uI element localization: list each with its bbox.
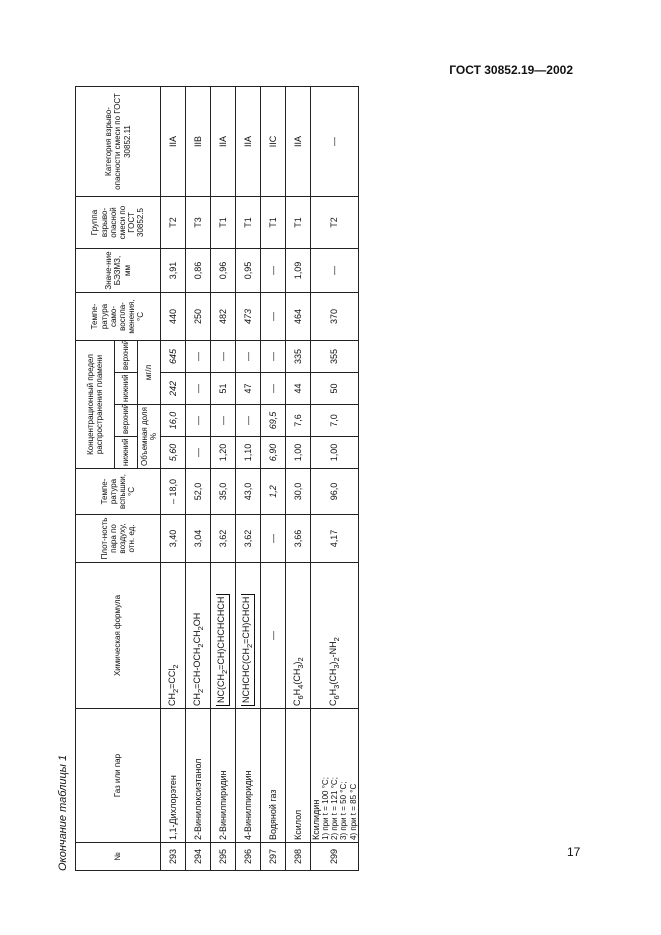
cell-gas: Ксилол	[286, 709, 311, 843]
cell-density: 4,17	[311, 515, 359, 563]
cell-vol-low: —	[186, 437, 211, 469]
cell-autoign: 370	[311, 293, 359, 341]
cell-flash: 35,0	[211, 469, 236, 515]
cell-tgroup: Т1	[211, 197, 236, 249]
header-vol-unit: Объемная доля %	[138, 405, 161, 469]
cell-vol-low: 1,00	[311, 437, 359, 469]
cell-mass-high: —	[261, 341, 286, 373]
gas-properties-table	[75, 86, 359, 871]
cell-vol-high: 7,6	[286, 405, 311, 437]
cell-vol-low: 1,10	[236, 437, 261, 469]
cell-mass-high: 335	[286, 341, 311, 373]
cell-tgroup: Т1	[286, 197, 311, 249]
cell-formula: $CH_2=CCl_2$	[161, 563, 186, 709]
cell-density: 3,62	[211, 515, 236, 563]
cell-gas: 4-Винилпиридин	[236, 709, 261, 843]
cell-gas: 2-Винилпиридин	[211, 709, 236, 843]
cell-category: —	[311, 87, 359, 197]
gas-name: Ксилидин	[311, 799, 321, 840]
cell-mass-low: 51	[211, 373, 236, 405]
cell-formula: $C_6H_3(CH_3)_2-NH_2$	[311, 563, 359, 709]
standard-header: ГОСТ 30852.19—2002	[449, 63, 573, 77]
cell-beszm: 1,09	[286, 249, 311, 293]
cell-mass-low: 44	[286, 373, 311, 405]
cell-num: 294	[186, 843, 211, 871]
cell-tgroup: Т1	[261, 197, 286, 249]
cell-category: IIC	[261, 87, 286, 197]
cell-mass-high: —	[236, 341, 261, 373]
cell-vol-high: —	[186, 405, 211, 437]
cell-formula: $CH_2=CH-OCH_2CH_2OH$	[186, 563, 211, 709]
page-number: 17	[567, 845, 581, 859]
header-vol-upper: верхний	[115, 405, 138, 437]
cell-category: IIA	[236, 87, 261, 197]
header-category: Категория взрыво-опасности смеси по ГОСТ 30852.11	[76, 87, 161, 197]
cell-gas	[311, 709, 359, 843]
header-num: №	[76, 843, 161, 871]
cell-vol-high: —	[211, 405, 236, 437]
cell-mass-high: 355	[311, 341, 359, 373]
header-vol-lower: нижний	[115, 437, 138, 469]
header-autoign: Темпе-ратура само-воспла-менения, °С	[76, 293, 161, 341]
gas-note: 1) при t = 100 °C;	[321, 777, 330, 840]
cell-beszm: 3,91	[161, 249, 186, 293]
cell-autoign: 440	[161, 293, 186, 341]
cell-mass-low: 50	[311, 373, 359, 405]
header-beszm: Значе-ние БЭЗМЗ, мм	[76, 249, 161, 293]
cell-gas: 2-Винилоксиэтанол	[186, 709, 211, 843]
header-mass-lower: нижний	[115, 373, 138, 405]
cell-flash: 52,0	[186, 469, 211, 515]
cell-formula: —	[261, 563, 286, 709]
cell-tgroup: Т3	[186, 197, 211, 249]
header-mass-unit: мг/л	[138, 341, 161, 405]
cell-beszm: 0,86	[186, 249, 211, 293]
cell-flash: – 18,0	[161, 469, 186, 515]
table-row	[211, 87, 236, 871]
cell-mass-low: 47	[236, 373, 261, 405]
cell-gas: Водяной газ	[261, 709, 286, 843]
cell-num: 299	[311, 843, 359, 871]
cell-mass-low: 242	[161, 373, 186, 405]
cell-autoign: 473	[236, 293, 261, 341]
cell-density: 3,40	[161, 515, 186, 563]
table-row	[286, 87, 311, 871]
cell-gas: 1,1-Дихлорэтен	[161, 709, 186, 843]
header-density: Плот-ность пара по воздуху, отн. ед.	[76, 515, 161, 563]
cell-tgroup: Т2	[311, 197, 359, 249]
cell-vol-high: —	[236, 405, 261, 437]
cell-mass-high: —	[186, 341, 211, 373]
table-row	[186, 87, 211, 871]
cell-num: 296	[236, 843, 261, 871]
table-row	[311, 87, 359, 871]
cell-category: IIA	[161, 87, 186, 197]
cell-beszm: 0,95	[236, 249, 261, 293]
cell-autoign: 482	[211, 293, 236, 341]
cell-category: IIB	[186, 87, 211, 197]
cell-vol-high: 69,5	[261, 405, 286, 437]
cell-formula: $NCHCHC(CH_2=CH)CHCH$	[236, 563, 261, 709]
header-tgroup: Группа взрыво-опасной смеси по ГОСТ 30852.5	[76, 197, 161, 249]
cell-autoign: 464	[286, 293, 311, 341]
gas-note: 4) при t = 85 °C	[348, 783, 358, 840]
header-flash: Темпе-ратура вспышки, °С	[76, 469, 161, 515]
cell-mass-high: —	[211, 341, 236, 373]
cell-flash: 1,2	[261, 469, 286, 515]
cell-vol-high: 16,0	[161, 405, 186, 437]
cell-mass-low: —	[186, 373, 211, 405]
cell-tgroup: Т1	[236, 197, 261, 249]
header-formula: Химическая формула	[76, 563, 161, 709]
gas-note: 3) при t = 50 °C;	[339, 781, 349, 840]
cell-autoign: 250	[186, 293, 211, 341]
gas-note: 2) при t = 121 °C;	[330, 777, 340, 840]
cell-flash: 30,0	[286, 469, 311, 515]
header-conc-group: Концентрационный предел распространения пламени	[76, 341, 115, 469]
cell-formula: $NC(CH_2=CH)CHCHCHCH$	[211, 563, 236, 709]
cell-category: IIA	[286, 87, 311, 197]
table-row	[161, 87, 186, 871]
cell-density: 3,66	[286, 515, 311, 563]
header-mass-upper: верхний	[115, 341, 138, 373]
cell-beszm: —	[311, 249, 359, 293]
cell-mass-high: 645	[161, 341, 186, 373]
cell-beszm: —	[261, 249, 286, 293]
table-row	[236, 87, 261, 871]
cell-num: 297	[261, 843, 286, 871]
cell-vol-low: 5,60	[161, 437, 186, 469]
cell-num: 298	[286, 843, 311, 871]
cell-tgroup: Т2	[161, 197, 186, 249]
header-gas: Газ или пар	[76, 709, 161, 843]
cell-vol-low: 6,90	[261, 437, 286, 469]
cell-flash: 96,0	[311, 469, 359, 515]
cell-autoign: —	[261, 293, 286, 341]
cell-vol-low: 1,00	[286, 437, 311, 469]
cell-formula: $C_6H_4(CH_3)_2$	[286, 563, 311, 709]
cell-mass-low: —	[261, 373, 286, 405]
cell-flash: 43,0	[236, 469, 261, 515]
cell-density: 3,04	[186, 515, 211, 563]
cell-category: IIA	[211, 87, 236, 197]
cell-vol-low: 1,20	[211, 437, 236, 469]
cell-vol-high: 7,0	[311, 405, 359, 437]
cell-density: 3,62	[236, 515, 261, 563]
table-row	[261, 87, 286, 871]
cell-density: —	[261, 515, 286, 563]
rotated-table-block	[57, 87, 358, 871]
cell-beszm: 0,96	[211, 249, 236, 293]
cell-num: 293	[161, 843, 186, 871]
table-caption: Окончание таблицы 1	[57, 754, 69, 871]
cell-num: 295	[211, 843, 236, 871]
